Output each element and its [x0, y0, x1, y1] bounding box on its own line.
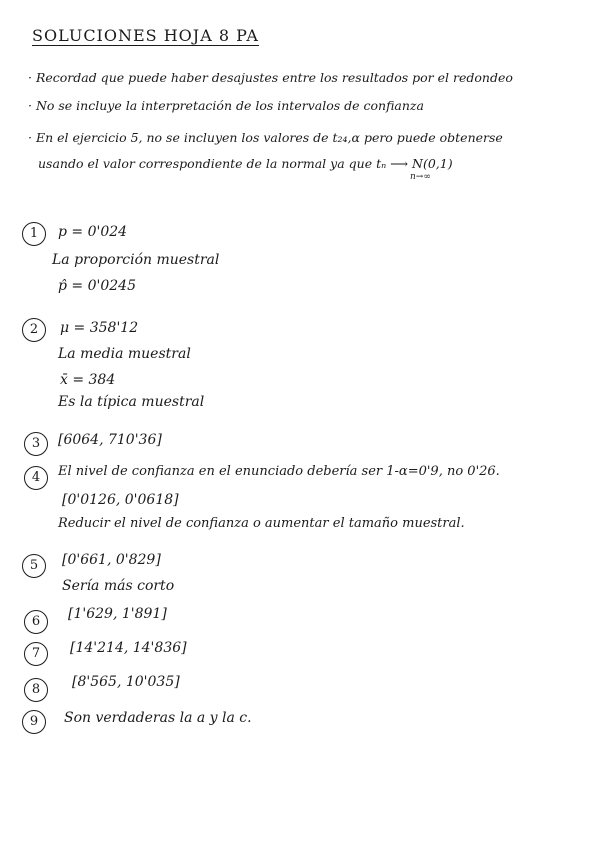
answer-line: p̂ = 0'0245 [58, 278, 136, 294]
answer-line: Sería más corto [62, 578, 175, 594]
answer-number: 5 [22, 554, 46, 578]
answer-number: 1 [22, 222, 46, 246]
answer-line: [8'565, 10'035] [72, 674, 180, 690]
page-title: SOLUCIONES HOJA 8 PA [32, 26, 259, 45]
answer-line: [14'214, 14'836] [70, 640, 187, 656]
answer-number: 8 [24, 678, 48, 702]
answer-number: 7 [24, 642, 48, 666]
answer-number: 4 [24, 466, 48, 490]
answer-line: p = 0'024 [58, 224, 128, 240]
note-t-values: · En el ejercicio 5, no se incluyen los valores de t₂₄,α pero puede obtenerse [28, 130, 503, 145]
answer-line: Es la típica muestral [58, 394, 205, 410]
note-rounding: · Recordad que puede haber desajustes entre los resultados por el redondeo [28, 70, 513, 85]
note-interpretation: · No se incluye la interpretación de los intervalos de confianza [28, 98, 424, 113]
answer-line: La proporción muestral [52, 252, 220, 268]
limit-label: n→∞ [410, 172, 431, 182]
answer-number: 9 [22, 710, 46, 734]
answer-line: [6064, 710'36] [58, 432, 162, 448]
answer-number: 2 [22, 318, 46, 342]
answer-line: Reducir el nivel de confianza o aumentar el tamaño muestral. [58, 516, 465, 531]
answer-line: x̄ = 384 [60, 372, 116, 388]
answer-line: [0'661, 0'829] [62, 552, 161, 568]
answer-line: La media muestral [58, 346, 191, 362]
answer-number: 6 [24, 610, 48, 634]
answer-line: El nivel de confianza en el enunciado debería ser 1-α=0'9, no 0'26. [58, 464, 500, 479]
answer-line: Son verdaderas la a y la c. [64, 710, 252, 726]
note-normal-approx: usando el valor correspondiente de la normal ya que tₙ ⟶ N(0,1) [38, 156, 453, 171]
answer-line: μ = 358'12 [60, 320, 139, 336]
answer-line: [0'0126, 0'0618] [62, 492, 179, 508]
answer-line: [1'629, 1'891] [68, 606, 167, 622]
answer-number: 3 [24, 432, 48, 456]
